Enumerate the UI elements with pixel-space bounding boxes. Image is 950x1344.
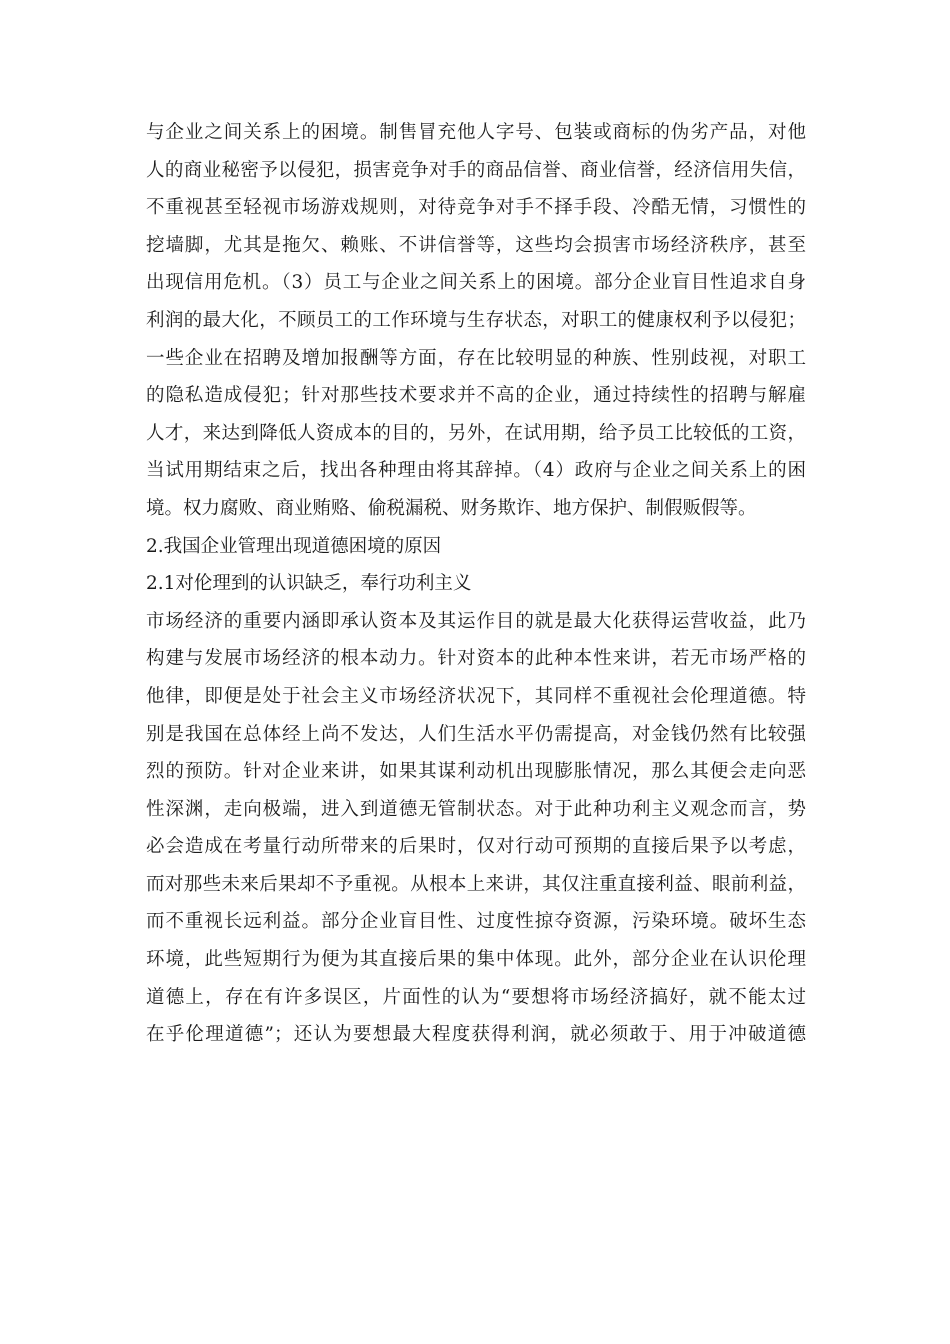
- text-line: 人的商业秘密予以侵犯，损害竞争对手的商品信誉、商业信誉，经济信用失信，: [146, 159, 806, 181]
- text-line: 性深渊，走向极端，进入到道德无管制状态。对于此种功利主义观念而言，势: [146, 798, 806, 820]
- text-line: 的隐私造成侵犯；针对那些技术要求并不高的企业，通过持续性的招聘与解雇: [146, 385, 806, 407]
- text-line: 必会造成在考量行动所带来的后果时，仅对行动可预期的直接后果予以考虑，: [146, 836, 806, 858]
- text-line: 烈的预防。针对企业来讲，如果其谋利动机出现膨胀情况，那么其便会走向恶: [146, 761, 806, 783]
- text-line: 环境，此些短期行为便为其直接后果的集中体现。此外，部分企业在认识伦理: [146, 949, 806, 971]
- text-line: 而不重视长远利益。部分企业盲目性、过度性掠夺资源，污染环境。破坏生态: [146, 911, 806, 933]
- text-line: 一些企业在招聘及增加报酬等方面，存在比较明显的种族、性别歧视，对职工: [146, 347, 806, 369]
- text-line: 构建与发展市场经济的根本动力。针对资本的此种本性来讲，若无市场严格的: [146, 648, 806, 670]
- text-line: 人才，来达到降低人资成本的目的，另外，在试用期，给予员工比较低的工资，: [146, 422, 806, 444]
- text-line: 而对那些未来后果却不予重视。从根本上来讲，其仅注重直接利益、眼前利益，: [146, 873, 806, 895]
- text-line: 不重视甚至轻视市场游戏规则，对待竞争对手不择手段、冷酷无情，习惯性的: [146, 197, 806, 219]
- text-line: 别是我国在总体经上尚不发达，人们生活水平仍需提高，对金钱仍然有比较强: [146, 723, 806, 745]
- text-line: 挖墙脚，尤其是拖欠、赖账、不讲信誉等，这些均会损害市场经济秩序，甚至: [146, 234, 806, 256]
- text-line: 他律，即便是处于社会主义市场经济状况下，其同样不重视社会伦理道德。特: [146, 685, 806, 707]
- text-line: 与企业之间关系上的困境。制售冒充他人字号、包装或商标的伪劣产品，对他: [146, 122, 806, 143]
- text-line: 在乎伦理道德”；还认为要想最大程度获得利润，就必须敢于、用于冲破道德: [146, 1024, 806, 1046]
- text-line: 当试用期结束之后，找出各种理由将其辞掉。（4）政府与企业之间关系上的困: [146, 460, 806, 482]
- text-line: 利润的最大化，不顾员工的工作环境与生存状态，对职工的健康权利予以侵犯；: [146, 309, 806, 331]
- text-line: 境。权力腐败、商业贿赂、偷税漏税、财务欺诈、地方保护、制假贩假等。: [146, 497, 757, 519]
- body-text: [146, 114, 806, 1054]
- text-line: 出现信用危机。（3）员工与企业之间关系上的困境。部分企业盲目性追求自身: [146, 272, 806, 294]
- text-line: 市场经济的重要内涵即承认资本及其运作目的就是最大化获得运营收益，此乃: [146, 610, 806, 632]
- subsection-heading: 2.1对伦理到的认识缺乏，奉行功利主义: [146, 573, 472, 595]
- section-heading: 2.我国企业管理出现道德困境的原因: [146, 535, 442, 557]
- text-line: 道德上，存在有许多误区，片面性的认为“要想将市场经济搞好，就不能太过: [146, 986, 806, 1008]
